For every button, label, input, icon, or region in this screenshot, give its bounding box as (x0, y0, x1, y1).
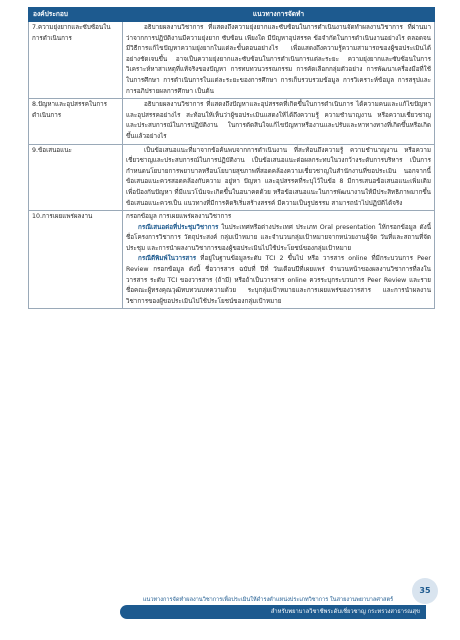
table-row (29, 22, 435, 99)
conference-lead: กรณีเสนอต่อที่ประชุมวิชาการ (138, 223, 219, 231)
row-text: เป็นข้อเสนอแนะที่มาจากข้อค้นพบจากการดำเนินงาน ที่สะท้อนถึงความรู้ ความชำนาญงาน หรือความเชี่ยวชาญและประสบการณ์ในการปฏิบัติงาน เป็นข้อเสนอแนะต่อผลกระทบในวงกว้างระดับการบริหาร เป็นการกำหนดนโยบายการพยาบาลหรือนโยบายสุขภาพที่สอดคล้องความเชี่ยวชาญในสำนักงานที่ขอประเมิน นอกจากนี้ข้อเสนอแนะควรสอดคล้องกับความ อยู่หา ปัญหา และอุปสรรคที่ระบุไว้ในข้อ 8 มีการเสนอข้อเสนอแนะเพิ่มเติมเพื่อป้องกันปัญหา ที่มีแนวโน้มจะเกิดขึ้นในอนาคตด้วย หรือข้อเสนอแนะในการพัฒนางานให้มีประสิทธิภาพมากขึ้น ข้อเสนอแนะควรเป็น แนวทางที่มีการคิดริเริ่มสร้างสรรค์ มีความเป็นรูปธรรม สามารถนำไปปฏิบัติได้จริง (126, 146, 431, 207)
journal-paragraph (126, 254, 431, 307)
row-label: 9.ข้อเสนอแนะ (29, 144, 123, 211)
column-header-guideline: แนวทางการจัดทำ (123, 8, 435, 22)
row-label: 10.การเผยแพร่ผลงาน (29, 211, 123, 309)
page-number: 35 (412, 578, 438, 604)
journal-text: ที่อยู่ในฐานข้อมูลระดับ TCI 2 ขึ้นไป หรือ วารสาร online ที่มีกระบวนการ Peer Review กรอกข้อมูล ดังนี้ ชื่อวารสาร ฉบับที่ ปีที่ วันเดือนปีที่เผยแพร่ จำนวนหน้าของผลงานวิชาการที่ลงในวารสาร ระดับ TCI ของวารสาร (ถ้ามี) หรือถ้าเป็นวารสาร online ควรระบุกระบวนการ Peer Review และรายชื่อคณะผู้ทรงคุณวุฒิทบทวนบทความด้วย ระบุกลุ่มเป้าหมายและการเผยแพร่ของวารสาร และการนำผลงานวิชาการของผู้ขอประเมินไปใช้ประโยชน์ของกลุ่มเป้าหมาย (126, 255, 431, 305)
guideline-table (28, 7, 435, 309)
row-description (123, 144, 435, 211)
row-label: 7.ความยุ่งยากและซับซ้อนในการดำเนินการ (29, 22, 123, 99)
table-row (29, 211, 435, 309)
footer-subtitle: สำหรับพยาบาลวิชาชีพระดับเชี่ยวชาญ กระทรวงสาธารณสุข (270, 609, 420, 615)
row-description (123, 22, 435, 99)
row-text: อธิบายผลงานวิชาการ ที่แสดงถึงความยุ่งยากและซับซ้อนในการดำเนินงานจัดทำผลงานวิชาการ ที่ผ่านมาว่าจากการปฏิบัติงานมีความยุ่งยาก ซับซ้อน เพียงใด มีปัญหาอุปสรรค ข้อจำกัดในการดำเนินงานอย่างไร ตลอดจนมีวิธีการแก้ไขปัญหาความยุ่งยากในแต่ละขั้นตอนอย่างไร เพื่อแสดงถึงความรู้ความสามารถของผู้ขอประเมินได้อย่างชัดเจนขึ้น อาจเป็นความยุ่งยากและซับซ้อนในการดำเนินการแต่ละระยะ ความยุ่งยากและซับซ้อนในการวิเคราะห์หาสาเหตุที่แท้จริงของปัญหา การทบทวนวรรณกรรม การคัดเลือกกลุ่มตัวอย่าง การพัฒนาเครื่องมือที่ใช้ในการศึกษา การดำเนินการในแต่ละระยะของการศึกษา การเก็บรวบรวมข้อมูล การวิเคราะห์ข้อมูล การสรุปและการอภิปรายผลการศึกษา เป็นต้น (126, 24, 431, 95)
table-row (29, 99, 435, 144)
row-label: 8.ปัญหาและอุปสรรคในการดำเนินการ (29, 99, 123, 144)
journal-lead: กรณีตีพิมพ์ในวารสาร (138, 255, 197, 263)
row-intro: กรอกข้อมูล การเผยแพร่ผลงานวิชาการ (126, 213, 232, 221)
row-text: อธิบายผลงานวิชาการ ที่แสดงถึงปัญหาและอุปสรรคที่เกิดขึ้นในการดำเนินการ ได้ความคนและแก้ไขปัญหาและอุปสรรคอย่างไร สะท้อนให้เห็นว่าผู้ขอประเมินแสดงให้ได้ถึงความรู้ ความชำนาญงาน หรือความเชี่ยวชาญและประสบการณ์ในการปฏิบัติงาน ในการตัดสินใจแก้ไขปัญหาหรืองานและปรับและหาทางทางที่เกิดขึ้นหรือเกิดขึ้นแล้วอย่างไร (126, 101, 431, 140)
conference-paragraph (126, 223, 431, 255)
row-description (123, 99, 435, 144)
conference-text: ในประเทศหรือต่างประเทศ ประเภท Oral presentation ให้กรอกข้อมูล ดังนี้ ชื่อโครงการวิชาการ วัตถุประสงค์ กลุ่มเป้าหมาย และจำนวนกลุ่มเป้าหมายจากหน่วยงานผู้จัด วันที่และสถานที่จัดประชุม และการนำผลงานวิชาการของผู้ขอประเมินไปใช้ประโยชน์ของกลุ่มเป้าหมาย (126, 223, 431, 252)
column-header-component: องค์ประกอบ (29, 8, 123, 22)
table-header-row (29, 8, 435, 22)
table-row (29, 144, 435, 211)
row-description (123, 211, 435, 309)
footer-title: แนวทางการจัดทำผลงานวิชาการเพื่อประเมินให้ดำรงตำแหน่งประเภทวิชาการ ในสายงานพยาบาลศาสตร์ (142, 597, 394, 603)
